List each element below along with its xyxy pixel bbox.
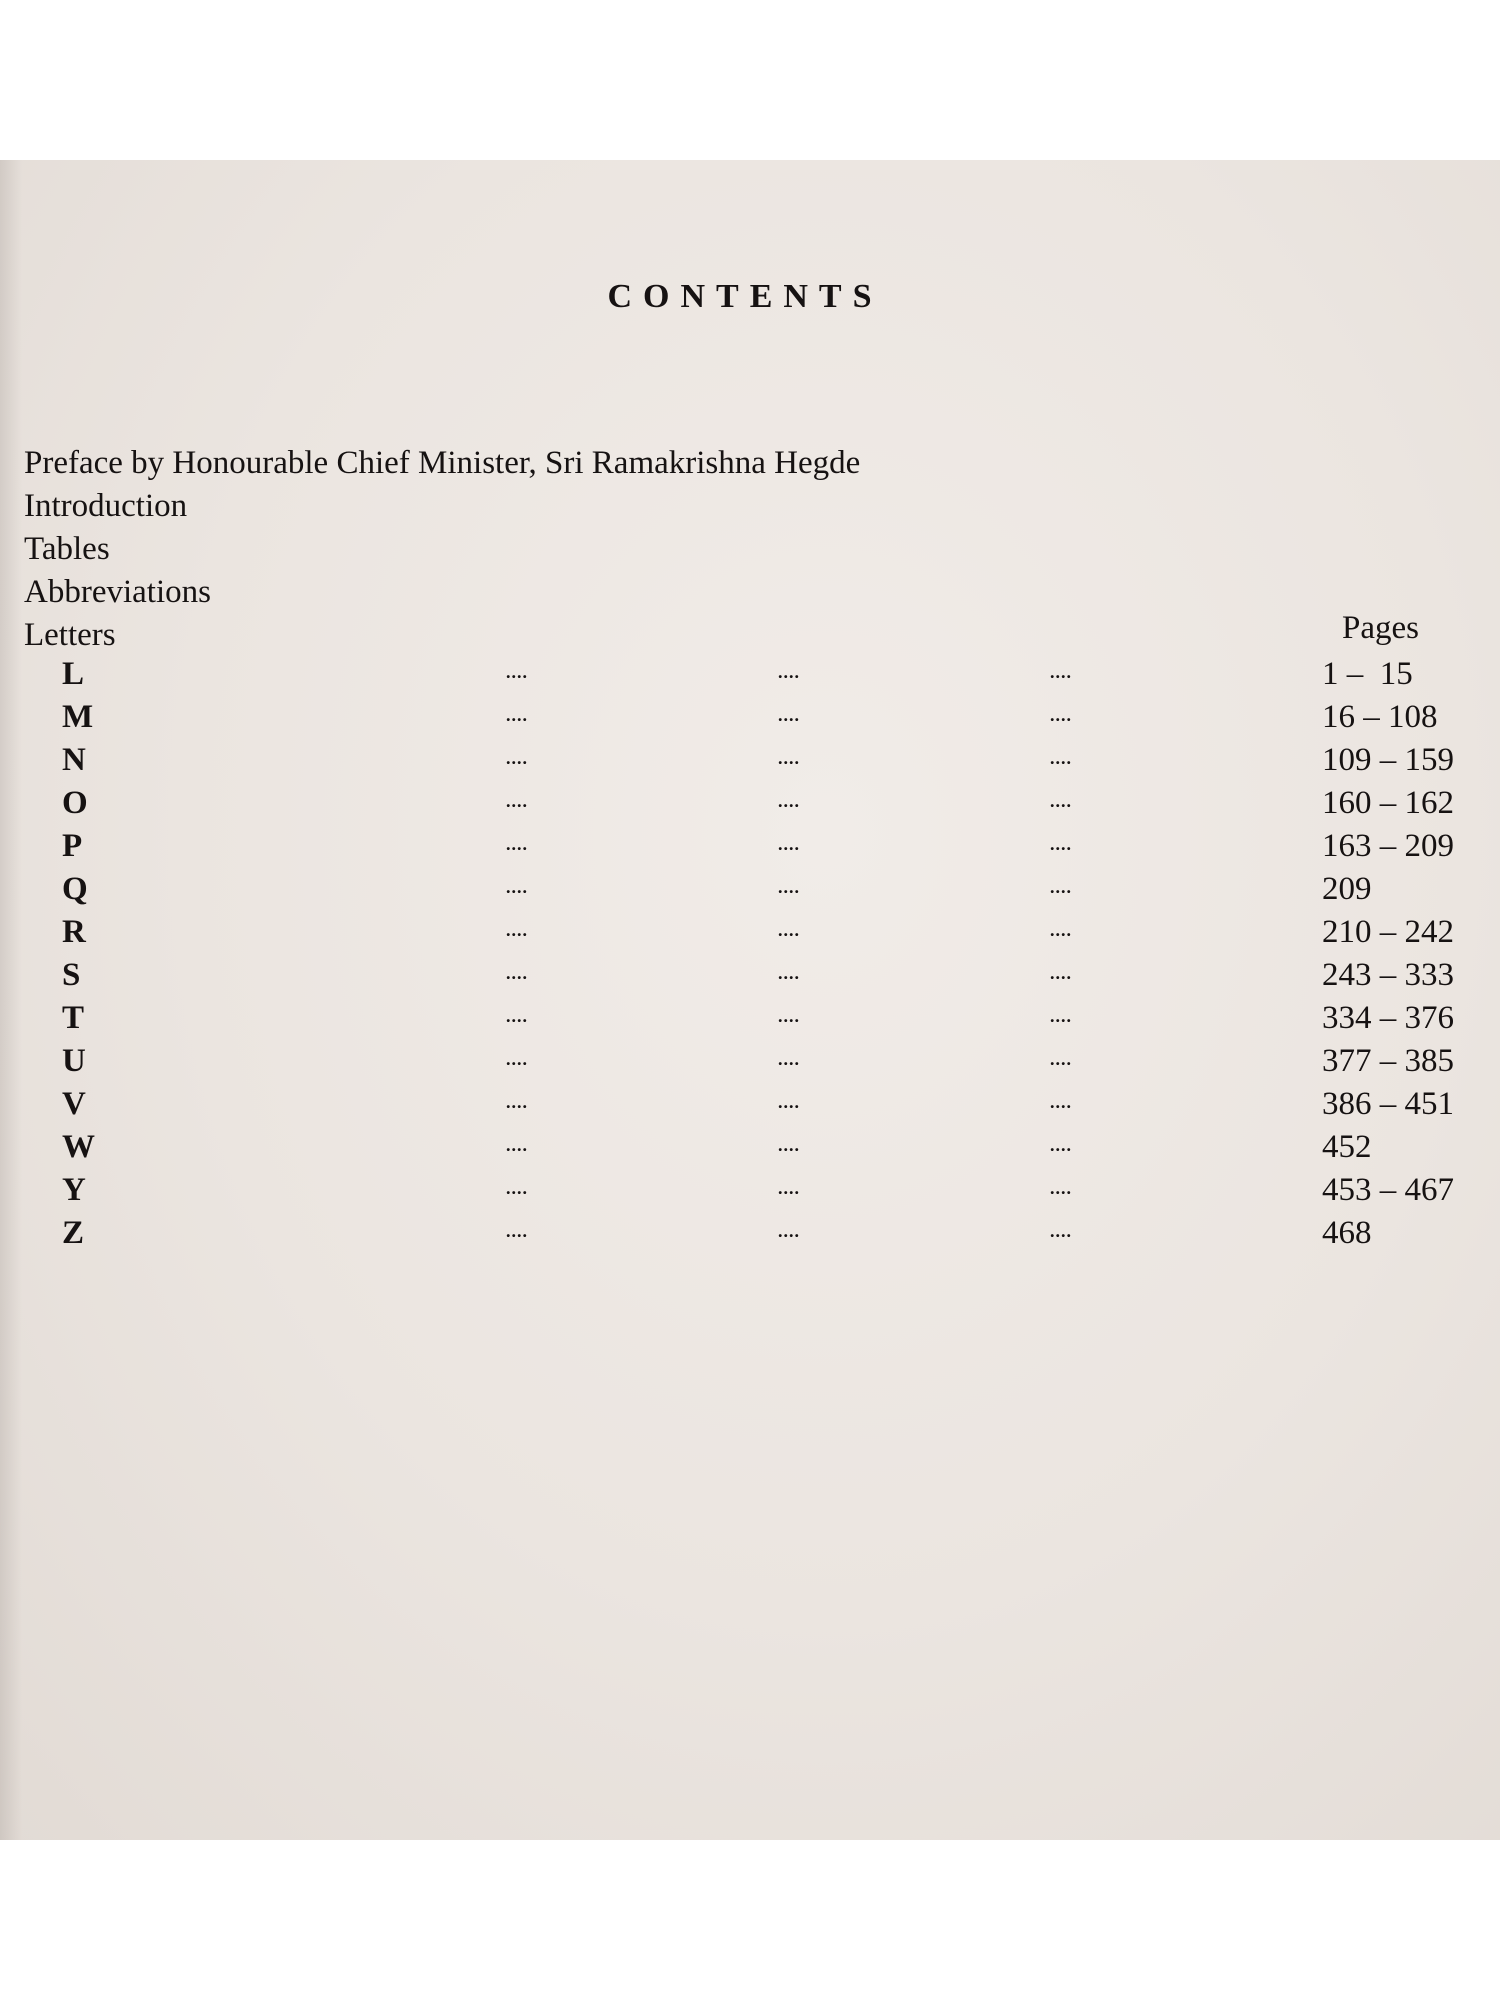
leader-dots: .... [1050,963,1072,983]
leader-dots: .... [506,920,528,940]
index-letter: V [62,1086,86,1122]
index-letter: N [62,742,86,778]
page-range: 109 – 159 [1322,742,1454,778]
leader-dots: .... [506,791,528,811]
page-range: 163 – 209 [1322,828,1454,864]
index-letter: S [62,957,81,993]
leader-dots: .... [778,1006,800,1026]
front-matter-list [24,442,860,657]
leader-dots: .... [1050,1092,1072,1112]
leader-dots: .... [506,1178,528,1198]
index-letter: U [62,1043,86,1079]
index-row-v [0,1086,1500,1129]
leader-dots: .... [506,1049,528,1069]
leader-dots: .... [506,963,528,983]
index-row-n [0,742,1500,785]
index-row-y [0,1172,1500,1215]
leader-dots: .... [1050,662,1072,682]
index-row-s [0,957,1500,1000]
leader-dots: .... [778,963,800,983]
leader-dots: .... [506,1006,528,1026]
leader-dots: .... [1050,1049,1072,1069]
leader-dots: .... [506,1221,528,1241]
page-range: 16 – 108 [1322,699,1438,735]
page-title: CONTENTS [607,278,883,315]
leader-dots: .... [506,1092,528,1112]
index-row-l [0,656,1500,699]
leader-dots: .... [506,1135,528,1155]
index-letter: Y [62,1172,86,1208]
leader-dots: .... [1050,1178,1072,1198]
leader-dots: .... [1050,1221,1072,1241]
leader-dots: .... [1050,705,1072,725]
leader-dots: .... [506,834,528,854]
leader-dots: .... [778,920,800,940]
leader-dots: .... [778,877,800,897]
index-row-r [0,914,1500,957]
page-range: 468 [1322,1215,1372,1251]
index-letter: L [62,656,85,692]
front-matter-introduction: Introduction [24,488,188,524]
leader-dots: .... [778,748,800,768]
page-range: 243 – 333 [1322,957,1454,993]
page-range: 453 – 467 [1322,1172,1454,1208]
index-row-w [0,1129,1500,1172]
front-matter-letters: Letters [24,617,116,653]
leader-dots: .... [778,834,800,854]
leader-dots: .... [1050,834,1072,854]
leader-dots: .... [1050,920,1072,940]
leader-dots: .... [778,1221,800,1241]
front-matter-tables: Tables [24,531,110,567]
page-range: 1 – 15 [1322,656,1413,692]
index-letter: R [62,914,86,950]
leader-dots: .... [506,748,528,768]
front-matter-preface: Preface by Honourable Chief Minister, Sri Ramakrishna Hegde [24,445,861,481]
book-page [0,160,1500,1840]
leader-dots: .... [778,662,800,682]
leader-dots: .... [778,1049,800,1069]
leader-dots: .... [1050,1135,1072,1155]
index-letter: P [62,828,83,864]
leader-dots: .... [1050,748,1072,768]
leader-dots: .... [778,1092,800,1112]
leader-dots: .... [506,662,528,682]
leader-dots: .... [778,1178,800,1198]
index-letter: W [62,1129,95,1165]
index-letter: O [62,785,88,821]
index-letter: T [62,1000,85,1036]
page-range: 160 – 162 [1322,785,1454,821]
index-letter: Q [62,871,88,907]
page-range: 377 – 385 [1322,1043,1454,1079]
index-row-z [0,1215,1500,1258]
leader-dots: .... [506,705,528,725]
index-row-o [0,785,1500,828]
leader-dots: .... [1050,791,1072,811]
pages-column-header: Pages [1342,610,1419,646]
leader-dots: .... [506,877,528,897]
index-row-q [0,871,1500,914]
leader-dots: .... [1050,1006,1072,1026]
page-range: 452 [1322,1129,1372,1165]
leader-dots: .... [778,705,800,725]
leader-dots: .... [1050,877,1072,897]
page-range: 210 – 242 [1322,914,1454,950]
index-letter: Z [62,1215,85,1251]
index-row-p [0,828,1500,871]
page-range: 209 [1322,871,1372,907]
page-range: 334 – 376 [1322,1000,1454,1036]
index-row-t [0,1000,1500,1043]
leader-dots: .... [778,1135,800,1155]
index-row-u [0,1043,1500,1086]
letters-index [0,656,1500,1258]
index-letter: M [62,699,94,735]
page-range: 386 – 451 [1322,1086,1454,1122]
front-matter-abbreviations: Abbreviations [24,574,211,610]
index-row-m [0,699,1500,742]
leader-dots: .... [778,791,800,811]
